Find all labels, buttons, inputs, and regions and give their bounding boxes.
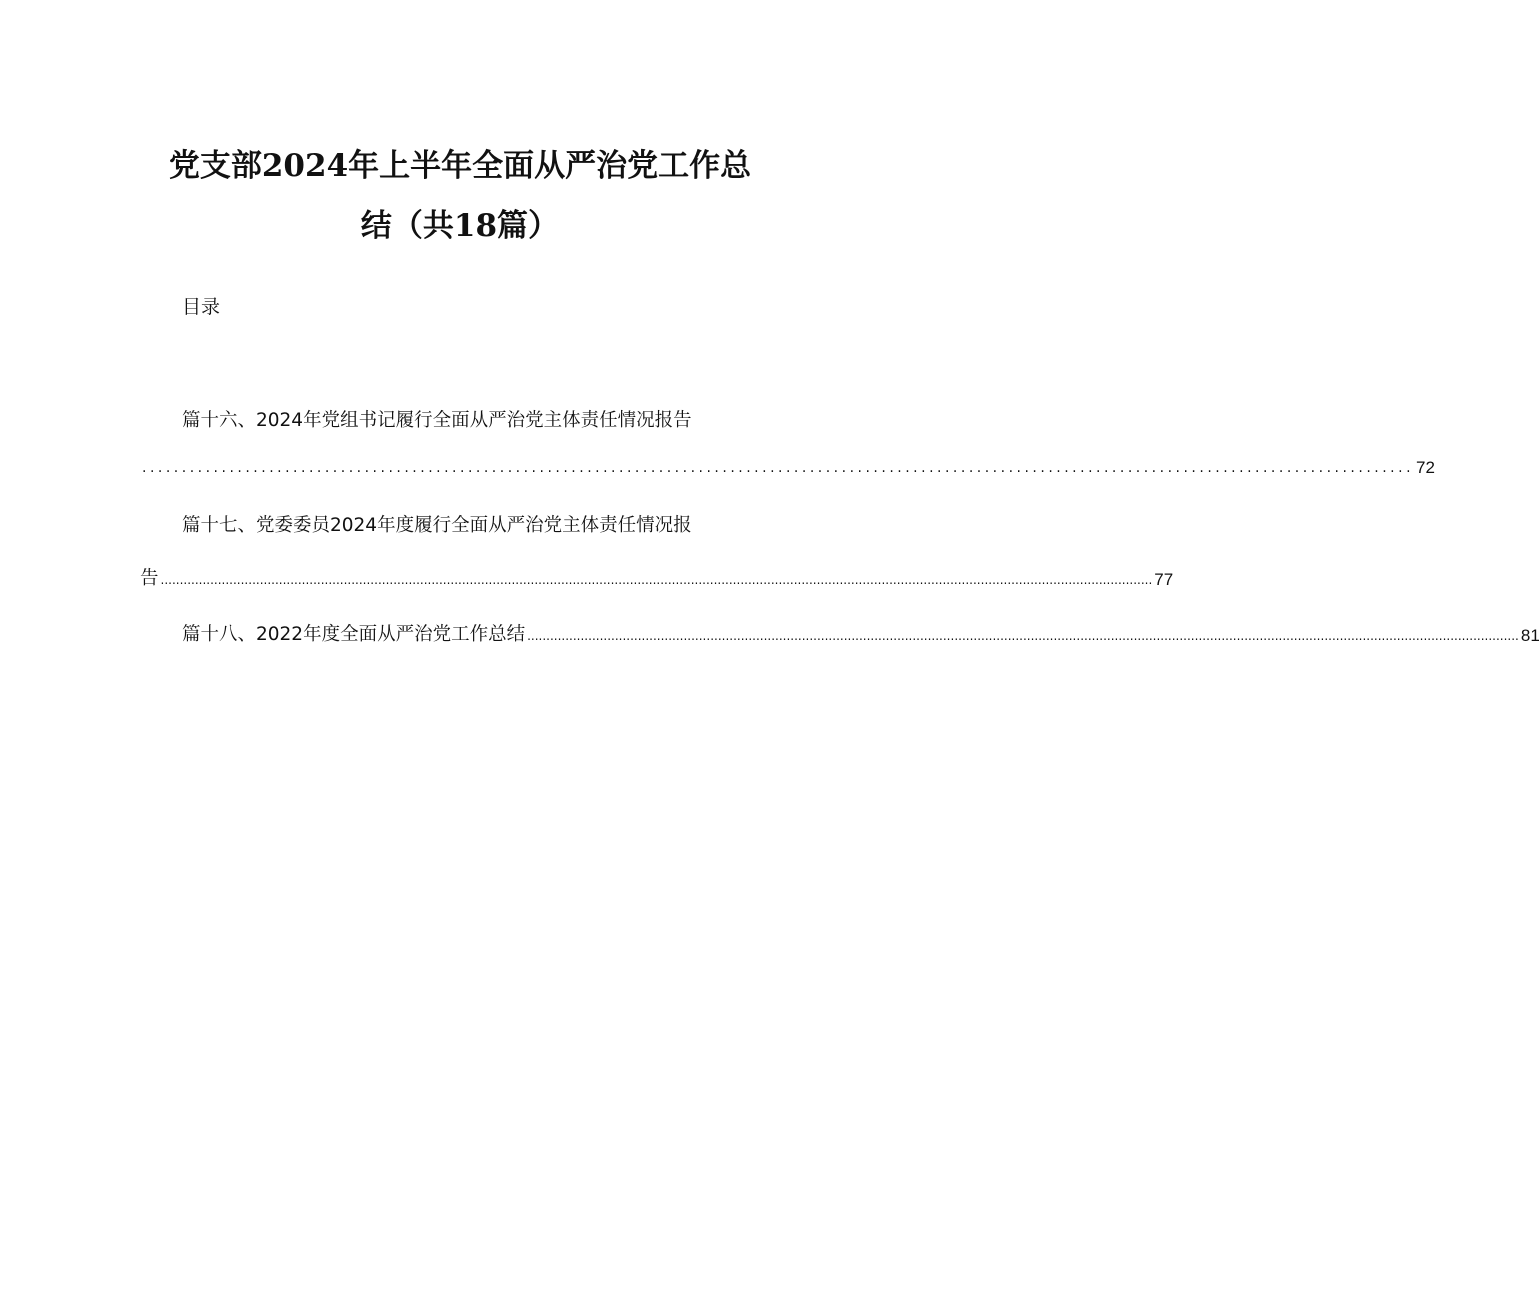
toc-entry-17-title[interactable]: 篇十七、党委委员2024年度履行全面从严治党主体责任情况报 — [182, 515, 692, 536]
toc-entry-17-leader-row[interactable] — [140, 564, 1174, 590]
document-title-line1: 党支部2024年上半年全面从严治党工作总 — [168, 148, 752, 184]
dot-leader: .................................................................................................................................................................................................................................................................... — [160, 573, 1153, 587]
toc-entry-16-title[interactable]: 篇十六、2024年党组书记履行全面从严治党主体责任情况报告 — [182, 410, 692, 431]
document-title-line2: 结（共18篇） — [360, 208, 560, 244]
toc-entry-18-page: 81 — [1520, 626, 1540, 645]
toc-entry-17-page: 77 — [1154, 570, 1174, 589]
toc-heading: 目录 — [182, 296, 221, 318]
toc-entry-16-leader-row[interactable] — [140, 458, 1435, 478]
dot-leader: .................................................................................................................................................................................................................................................................... — [527, 629, 1519, 643]
toc-entry-18-title: 篇十八、2022年度全面从严治党工作总结 — [182, 624, 526, 645]
toc-entry-16-page: 72 — [1416, 458, 1435, 477]
toc-entry-17-title-cont: 告 — [140, 568, 159, 589]
toc-entry-18-row[interactable] — [182, 620, 1540, 646]
dot-leader: ................................................................................................................................................................ — [142, 460, 1415, 476]
